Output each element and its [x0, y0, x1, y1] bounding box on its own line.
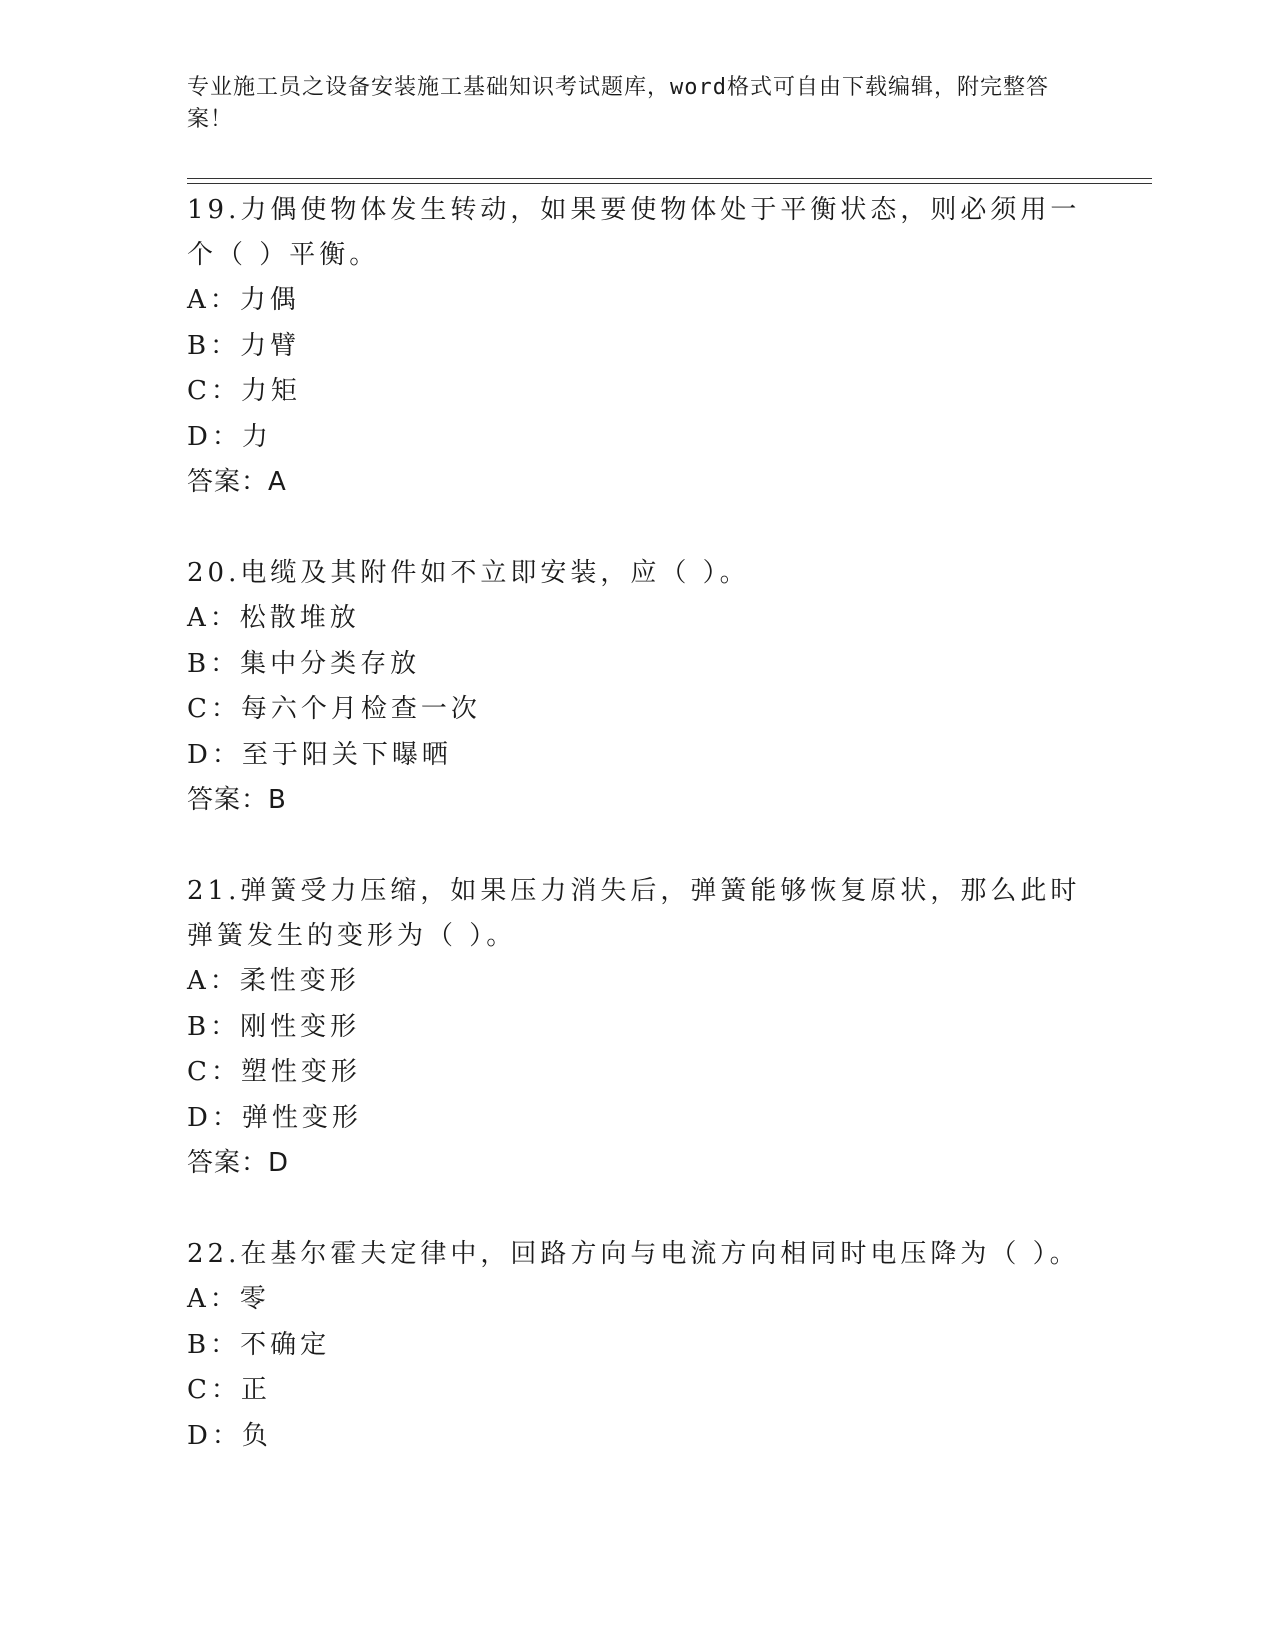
- header-divider-bottom: [187, 183, 1152, 184]
- option-b: B：不确定: [187, 1329, 331, 1360]
- option-d: D：力: [187, 421, 272, 452]
- option-a: A：柔性变形: [187, 966, 360, 996]
- option-d: D：负: [187, 1420, 272, 1451]
- question-21: [187, 869, 1087, 1186]
- option-c: C：每六个月检查一次: [187, 694, 481, 724]
- option-b: B：力臂: [187, 330, 301, 361]
- option-d: D：弹性变形: [187, 1102, 362, 1133]
- question-20: [187, 551, 1087, 823]
- question-22: [187, 1232, 1087, 1459]
- option-a: A：零: [187, 1284, 270, 1314]
- option-c: C：力矩: [187, 376, 301, 406]
- question-text: 21.弹簧受力压缩，如果压力消失后，弹簧能够恢复原状，那么此时弹簧发生的变形为（ ）。: [187, 876, 1081, 951]
- option-a: A：力偶: [187, 285, 300, 315]
- question-text: 20.电缆及其附件如不立即安装，应（ ）。: [187, 558, 750, 588]
- document-header: 专业施工员之设备安装施工基础知识考试题库，word格式可自由下载编辑，附完整答案！: [187, 75, 1049, 132]
- header-divider-top: [187, 178, 1152, 179]
- option-d: D：至于阳关下曝晒: [187, 739, 452, 770]
- answer: 答案：D: [187, 1148, 290, 1178]
- option-c: C：塑性变形: [187, 1057, 361, 1087]
- option-c: C：正: [187, 1375, 271, 1405]
- answer: 答案：A: [187, 467, 287, 497]
- option-a: A：松散堆放: [187, 603, 360, 633]
- answer: 答案：B: [187, 785, 287, 815]
- question-list: [187, 188, 1087, 1505]
- question-19: [187, 188, 1087, 505]
- question-text: 19.力偶使物体发生转动，如果要使物体处于平衡状态，则必须用一个（ ）平衡。: [187, 195, 1081, 270]
- option-b: B：刚性变形: [187, 1011, 361, 1042]
- question-text: 22.在基尔霍夫定律中，回路方向与电流方向相同时电压降为（ ）。: [187, 1239, 1080, 1269]
- option-b: B：集中分类存放: [187, 648, 421, 679]
